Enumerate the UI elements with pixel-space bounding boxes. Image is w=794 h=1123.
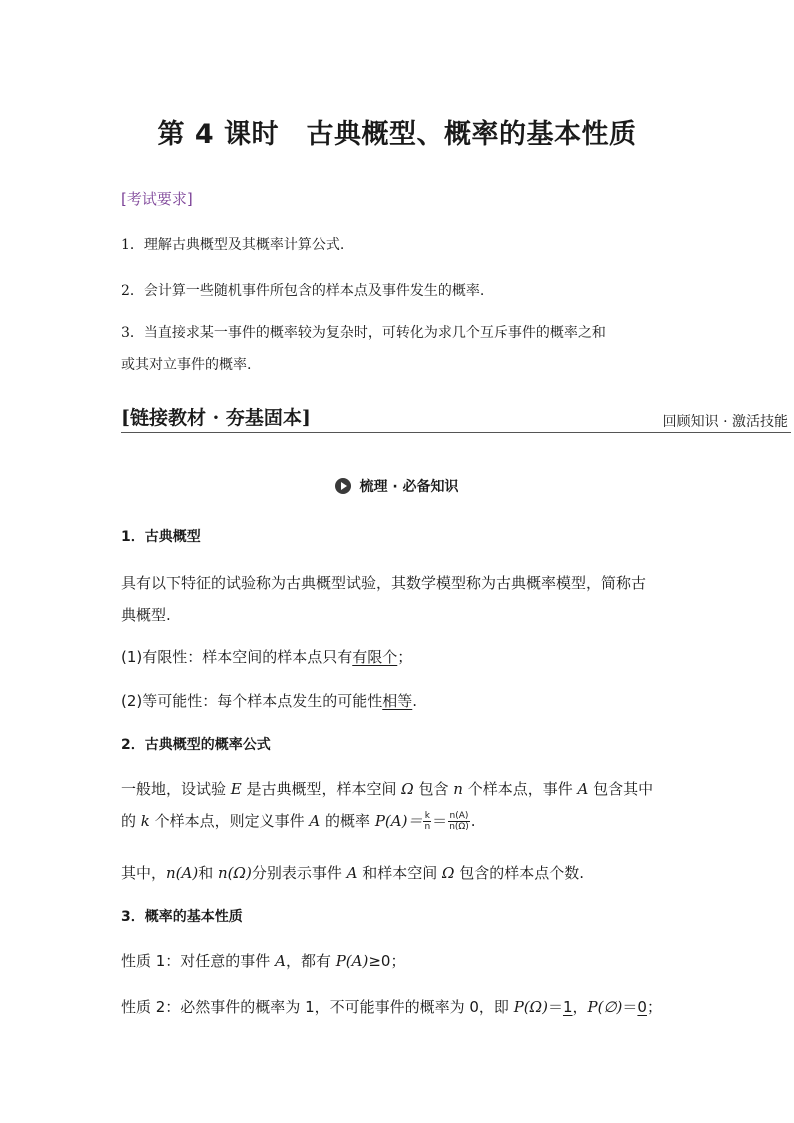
var: n(A) (166, 864, 199, 882)
text: 是古典概型，样本空间 (241, 780, 402, 798)
text: ； (646, 998, 662, 1016)
text: 其中， (121, 864, 167, 882)
text: 个样本点，事件 (462, 780, 578, 798)
text: ≥0； (368, 952, 406, 970)
text: 和 (198, 864, 218, 882)
fill-blank-answer: 0 (637, 998, 647, 1016)
property-finite (121, 646, 412, 667)
var: k (140, 812, 150, 830)
requirements-label: [考试要求] (121, 190, 193, 208)
paragraph-classical-2: 典概型. (121, 606, 171, 624)
text: 性质 1：对任意的事件 (121, 952, 276, 970)
fill-blank-answer: 相等 (382, 692, 413, 710)
var: P(∅) (587, 998, 623, 1016)
numerator: n(A) (449, 811, 469, 821)
denominator: n (424, 822, 431, 832)
text: 个样本点，则定义事件 (149, 812, 310, 830)
formula-line-2 (121, 810, 476, 832)
var: P(A) (335, 952, 369, 970)
formula-p: P(A)＝ (374, 812, 423, 830)
var: Ω (401, 780, 414, 798)
heading-properties: 3．概率的基本性质 (121, 909, 243, 925)
text: 分别表示事件 (251, 864, 347, 882)
text: ＝ (547, 998, 563, 1016)
var: A (577, 780, 589, 798)
numerator: k (424, 811, 430, 821)
fill-blank-answer: 1 (562, 998, 573, 1016)
text: (1)有限性：样本空间的样本点只有 (121, 648, 353, 666)
text: ，都有 (285, 952, 336, 970)
property-equal-likelihood (121, 690, 417, 711)
text: . (412, 692, 418, 710)
text: 和样本空间 (357, 864, 442, 882)
paragraph-classical-1: 具有以下特征的试验称为古典概型试验，其数学模型称为古典概率模型，简称古 (121, 574, 647, 592)
formula-line-1 (121, 778, 653, 799)
text: 包含的样本点个数. (454, 864, 584, 882)
denominator: n(Ω) (449, 822, 469, 832)
subsection-title (0, 476, 794, 496)
text: ； (397, 648, 413, 666)
text: 性质 2：必然事件的概率为 1，不可能事件的概率为 0，即 (121, 998, 514, 1016)
text: 包含其中 (588, 780, 654, 798)
var: n(Ω) (218, 864, 252, 882)
property-1 (121, 950, 405, 971)
text: 包含 (413, 780, 454, 798)
play-circle-icon (335, 478, 351, 494)
section-title: [链接教材 · 夯基固本] (121, 407, 311, 429)
heading-formula: 2．古典概型的概率公式 (121, 737, 271, 753)
text: ＝ (622, 998, 638, 1016)
fill-blank-answer: 有限个 (352, 648, 398, 666)
text: ＝ (432, 812, 448, 830)
text: ， (572, 998, 588, 1016)
property-2 (121, 996, 662, 1017)
var: A (275, 952, 286, 970)
text: . (470, 812, 476, 830)
text: 的 (121, 812, 141, 830)
requirement-item-continued: 或其对立事件的概率. (121, 357, 252, 373)
text: 的概率 (320, 812, 375, 830)
requirement-item: 1．理解古典概型及其概率计算公式. (121, 237, 345, 253)
heading-classical: 1．古典概型 (121, 529, 201, 545)
var: A (346, 864, 358, 882)
var: A (309, 812, 321, 830)
text: 一般地，设试验 (121, 780, 231, 798)
var: n (453, 780, 463, 798)
page-title: 第 4 课时 古典概型、概率的基本性质 (157, 119, 637, 150)
section-subtitle: 回顾知识 · 激活技能 (662, 414, 788, 430)
subsection-label: 梳理 · 必备知识 (359, 479, 459, 495)
fraction-k-over-n (423, 811, 431, 832)
section-divider (121, 432, 791, 433)
formula-line-3 (121, 862, 584, 883)
requirement-item: 2．会计算一些随机事件所包含的样本点及事件发生的概率. (121, 283, 485, 299)
requirement-item: 3．当直接求某一事件的概率较为复杂时，可转化为求几个互斥事件的概率之和 (121, 325, 606, 341)
var: Ω (441, 864, 455, 882)
fraction-nA-over-nOmega (448, 811, 470, 832)
var: P(Ω) (513, 998, 548, 1016)
var: E (230, 780, 242, 798)
text: (2)等可能性：每个样本点发生的可能性 (121, 692, 383, 710)
